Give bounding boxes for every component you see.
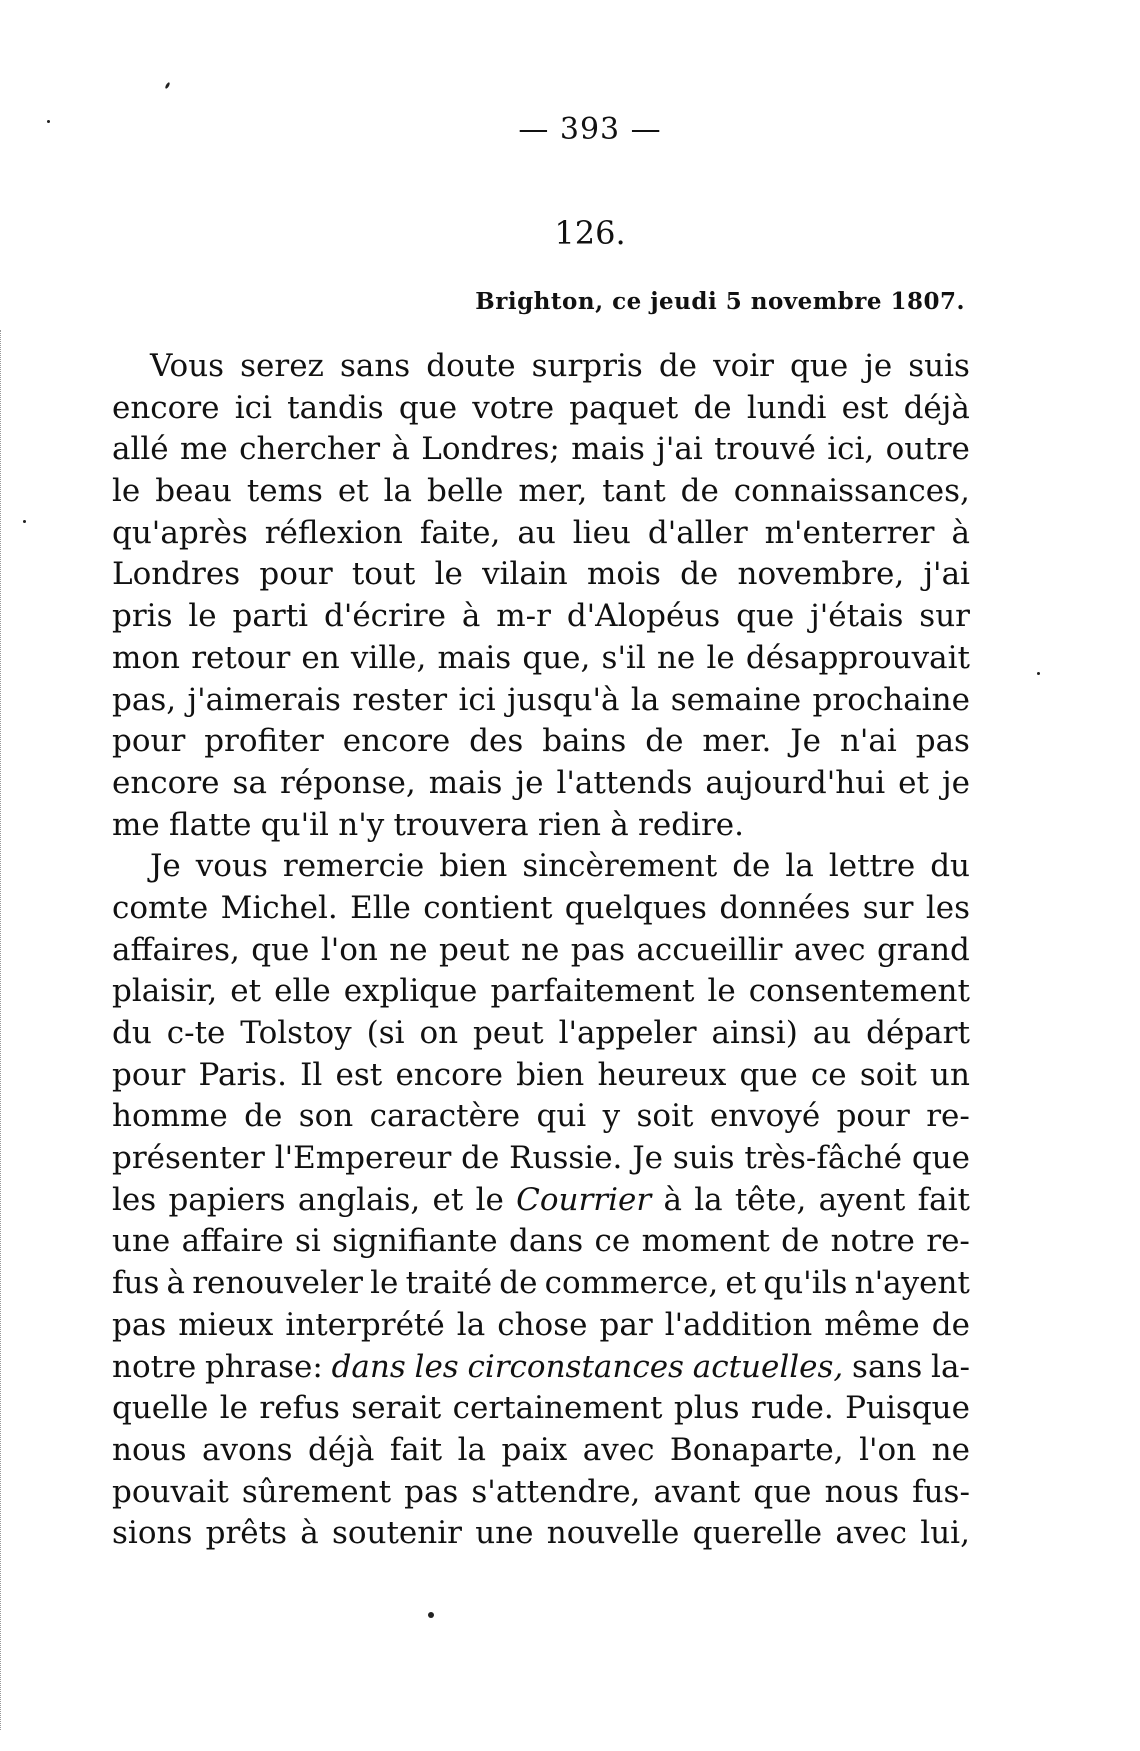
text-line: Vous serez sans doute surpris de voir que je suis xyxy=(150,348,970,384)
ink-speck xyxy=(47,120,50,123)
text-line: du c-te Tolstoy (si on peut l'appeler ainsi) au départ xyxy=(112,1015,970,1051)
page-number: — 393 — xyxy=(518,112,662,147)
ink-speck xyxy=(428,1612,434,1618)
ink-speck xyxy=(164,82,170,90)
text-line: Je vous remercie bien sincèrement de la lettre du xyxy=(150,848,970,885)
ink-speck xyxy=(1037,672,1040,675)
text-line: une affaire si signifiante dans ce moment de notre re- xyxy=(112,1223,970,1260)
dateline: Brighton, ce jeudi 5 novembre 1807. xyxy=(475,288,965,315)
text-line: pour profiter encore des bains de mer. Je n'ai pas xyxy=(112,723,970,760)
text-line: encore ici tandis que votre paquet de lundi est déjà xyxy=(112,389,970,426)
text-line: les papiers anglais, et le Courrier à la tête, ayent fait xyxy=(112,1181,970,1218)
text-line: fus à renouveler le traité de commerce, et qu'ils n'ayent xyxy=(112,1265,970,1302)
letter-number: 126. xyxy=(554,214,626,252)
text-line: allé me chercher à Londres; mais j'ai trouvé ici, outre xyxy=(112,431,970,468)
text-line: homme de son caractère qui y soit envoyé pour re- xyxy=(112,1098,970,1135)
text-line: me flatte qu'il n'y trouvera rien à redire. xyxy=(112,806,744,843)
text-line: pouvait sûrement pas s'attendre, avant que nous fus- xyxy=(112,1473,970,1510)
text-line: mon retour en ville, mais que, s'il ne le désapprouvait xyxy=(112,639,970,676)
text-line: sions prêts à soutenir une nouvelle querelle avec lui, xyxy=(112,1515,970,1552)
page-edge-marks xyxy=(0,330,4,1730)
text-line: pas mieux interprété la chose par l'addition même de xyxy=(112,1306,970,1343)
text-line: encore sa réponse, mais je l'attends aujourd'hui et je xyxy=(112,764,970,801)
text-line: affaires, que l'on ne peut ne pas accueillir avec grand xyxy=(112,931,970,968)
text-line: pour Paris. Il est encore bien heureux que ce soit un xyxy=(112,1056,970,1093)
letter-body xyxy=(112,346,970,1555)
text-line: pas, j'aimerais rester ici jusqu'à la semaine prochaine xyxy=(112,681,970,718)
text-line: Londres pour tout le vilain mois de novembre, j'ai xyxy=(112,556,970,593)
text-line: plaisir, et elle explique parfaitement le consentement xyxy=(112,973,970,1010)
text-line: présenter l'Empereur de Russie. Je suis très-fâché que xyxy=(112,1140,970,1177)
text-line: notre phrase: dans les circonstances actuelles, sans la- xyxy=(112,1348,970,1385)
text-line: quelle le refus serait certainement plus rude. Puisque xyxy=(112,1390,970,1427)
text-line: le beau tems et la belle mer, tant de connaissances, xyxy=(112,473,970,510)
text-line: qu'après réflexion faite, au lieu d'aller m'enterrer à xyxy=(112,514,970,551)
ink-speck xyxy=(23,520,26,523)
text-line: nous avons déjà fait la paix avec Bonaparte, l'on ne xyxy=(112,1431,970,1468)
text-line: comte Michel. Elle contient quelques données sur les xyxy=(112,889,970,926)
text-line: pris le parti d'écrire à m-r d'Alopéus que j'étais sur xyxy=(112,598,970,635)
